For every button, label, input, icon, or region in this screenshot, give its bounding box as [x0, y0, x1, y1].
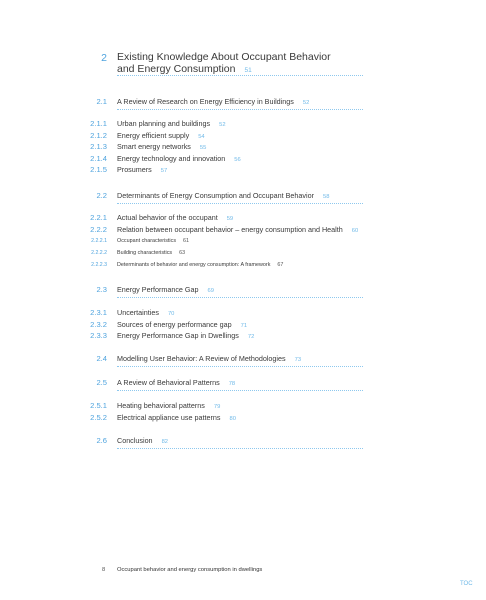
- toc-entry-title: [117, 142, 206, 151]
- toc-entry-title-text: Sources of energy performance gap: [117, 319, 232, 329]
- toc-entry-title-text: Prosumers: [117, 165, 152, 174]
- toc-entry-number: 2.4: [96, 354, 107, 363]
- toc-entry-page: 57: [160, 168, 168, 174]
- toc-entry-title-text: Occupant characteristics: [117, 238, 177, 244]
- toc-entry-title: [117, 354, 301, 363]
- footer-running-title: Occupant behavior and energy consumption in dwellings: [117, 567, 263, 573]
- toc-entry-page: 72: [247, 334, 255, 340]
- section-dotted-rule: [117, 297, 363, 298]
- toc-entry-page: 71: [240, 322, 248, 329]
- toc-entry-title: [117, 436, 168, 445]
- toc-entry-title-text: Determinants of behavior and energy consumption: A framework: [117, 262, 271, 268]
- toc-entry-title: [117, 250, 185, 256]
- toc-entry-number: 2.2: [96, 191, 107, 200]
- toc-entry-page: 70: [167, 311, 175, 317]
- toc-entry-title-text: Electrical appliance use patterns: [117, 412, 221, 422]
- toc-entry-number: 2.3: [96, 285, 107, 294]
- toc-entry-title-text: Energy efficient supply: [117, 130, 190, 140]
- toc-entry-title: [117, 320, 247, 329]
- section-dotted-rule: [117, 109, 363, 110]
- toc-entry-page: 79: [213, 404, 221, 410]
- toc-entry-number: 2.6: [96, 436, 107, 445]
- toc-entry-page: 60: [351, 227, 359, 234]
- toc-entry-number: 2.1.4: [90, 153, 107, 163]
- toc-entry-title-text: Smart energy networks: [117, 142, 191, 151]
- toc-entry-title: [117, 262, 283, 268]
- toc-entry-page: 59: [226, 216, 234, 222]
- toc-entry-title-text: Determinants of Energy Consumption and Occupant Behavior: [117, 191, 314, 200]
- toc-entry-number: 2.2.2.2: [91, 250, 107, 256]
- chapter-page: 51: [244, 67, 252, 74]
- section-dotted-rule: [117, 390, 363, 391]
- toc-entry-page: 58: [322, 194, 330, 200]
- toc-entry-title-text: Building characteristics: [117, 250, 173, 256]
- toc-entry-number: 2.3.2: [90, 319, 107, 329]
- toc-entry-page: 80: [229, 415, 236, 422]
- toc-entry-page: 54: [198, 133, 205, 140]
- toc-entry-page: 52: [302, 100, 310, 106]
- toc-entry-title-text: A Review of Behavioral Patterns: [117, 378, 220, 387]
- section-dotted-rule: [117, 366, 363, 367]
- toc-entry-title-text: Relation between occupant behavior – energy consumption and Health: [117, 224, 343, 234]
- toc-entry-number: 2.2.2.1: [91, 238, 107, 244]
- toc-link[interactable]: TOC: [460, 581, 473, 587]
- section-dotted-rule: [117, 203, 363, 204]
- toc-entry-title: [117, 225, 358, 234]
- toc-entry-page: 78: [228, 381, 236, 387]
- toc-entry-page: 55: [199, 145, 207, 151]
- toc-entry-title-text: Energy technology and innovation: [117, 153, 226, 163]
- toc-entry-number: 2.2.2: [90, 224, 107, 234]
- toc-entry-page: 52: [219, 122, 226, 128]
- footer-page-number: 8: [102, 567, 106, 573]
- toc-entry-title: [117, 413, 236, 422]
- toc-entry-title: [117, 213, 233, 222]
- toc-entry-title: [117, 165, 167, 174]
- toc-entry-title-text: Actual behavior of the occupant: [117, 213, 218, 222]
- toc-entry-number: 2.1: [96, 97, 107, 106]
- toc-entry-title: [117, 119, 226, 128]
- toc-entry-title-text: Modelling User Behavior: A Review of Methodologies: [117, 354, 286, 363]
- toc-entry-title: [117, 308, 174, 317]
- toc-entry-number: 2.2.2.3: [91, 262, 107, 268]
- toc-entry-title: [117, 238, 189, 244]
- toc-entry-title: [117, 131, 205, 140]
- toc-entry-title: [117, 401, 220, 410]
- chapter-number: 2: [101, 52, 107, 64]
- toc-entry-title: [117, 378, 235, 387]
- chapter-title-line1: Existing Knowledge About Occupant Behavior: [117, 51, 331, 63]
- toc-entry-number: 2.5.2: [90, 412, 107, 422]
- toc-entry-page: 82: [161, 439, 169, 445]
- toc-entry-title: [117, 285, 214, 294]
- toc-entry-number: 2.3.1: [90, 308, 107, 317]
- section-dotted-rule: [117, 448, 363, 449]
- toc-entry-number: 2.1.3: [90, 142, 107, 151]
- toc-entry-title: [117, 331, 254, 340]
- toc-entry-number: 2.1.2: [90, 130, 107, 140]
- toc-entry-title-text: Heating behavioral patterns: [117, 401, 205, 410]
- toc-entry-number: 2.5: [96, 378, 107, 387]
- chapter-title-line2: and Energy Consumption 51: [117, 63, 252, 75]
- toc-entry-title-text: Uncertainties: [117, 308, 159, 317]
- toc-entry-page: 67: [277, 262, 284, 268]
- chapter-dotted-rule: [117, 75, 363, 76]
- toc-entry-page: 69: [207, 288, 214, 294]
- toc-entry-number: 2.5.1: [90, 401, 107, 410]
- toc-entry-title-text: Energy Performance Gap in Dwellings: [117, 331, 239, 340]
- toc-entry-title-text: A Review of Research on Energy Efficiency in Buildings: [117, 97, 294, 106]
- toc-entry-page: 73: [294, 357, 302, 363]
- toc-entry-title-text: Conclusion: [117, 436, 153, 445]
- toc-entry-title-text: Urban planning and buildings: [117, 119, 211, 128]
- toc-entry-page: 61: [183, 238, 190, 244]
- toc-entry-title: [117, 191, 329, 200]
- toc-entry-page: 63: [179, 250, 186, 256]
- toc-entry-page: 56: [234, 156, 241, 163]
- toc-entry-title: [117, 154, 241, 163]
- toc-entry-number: 2.1.1: [90, 119, 107, 128]
- toc-entry-title: [117, 97, 309, 106]
- toc-entry-title-text: Energy Performance Gap: [117, 285, 199, 294]
- toc-entry-number: 2.3.3: [90, 331, 107, 340]
- toc-entry-number: 2.1.5: [90, 165, 107, 174]
- toc-entry-number: 2.2.1: [90, 213, 107, 222]
